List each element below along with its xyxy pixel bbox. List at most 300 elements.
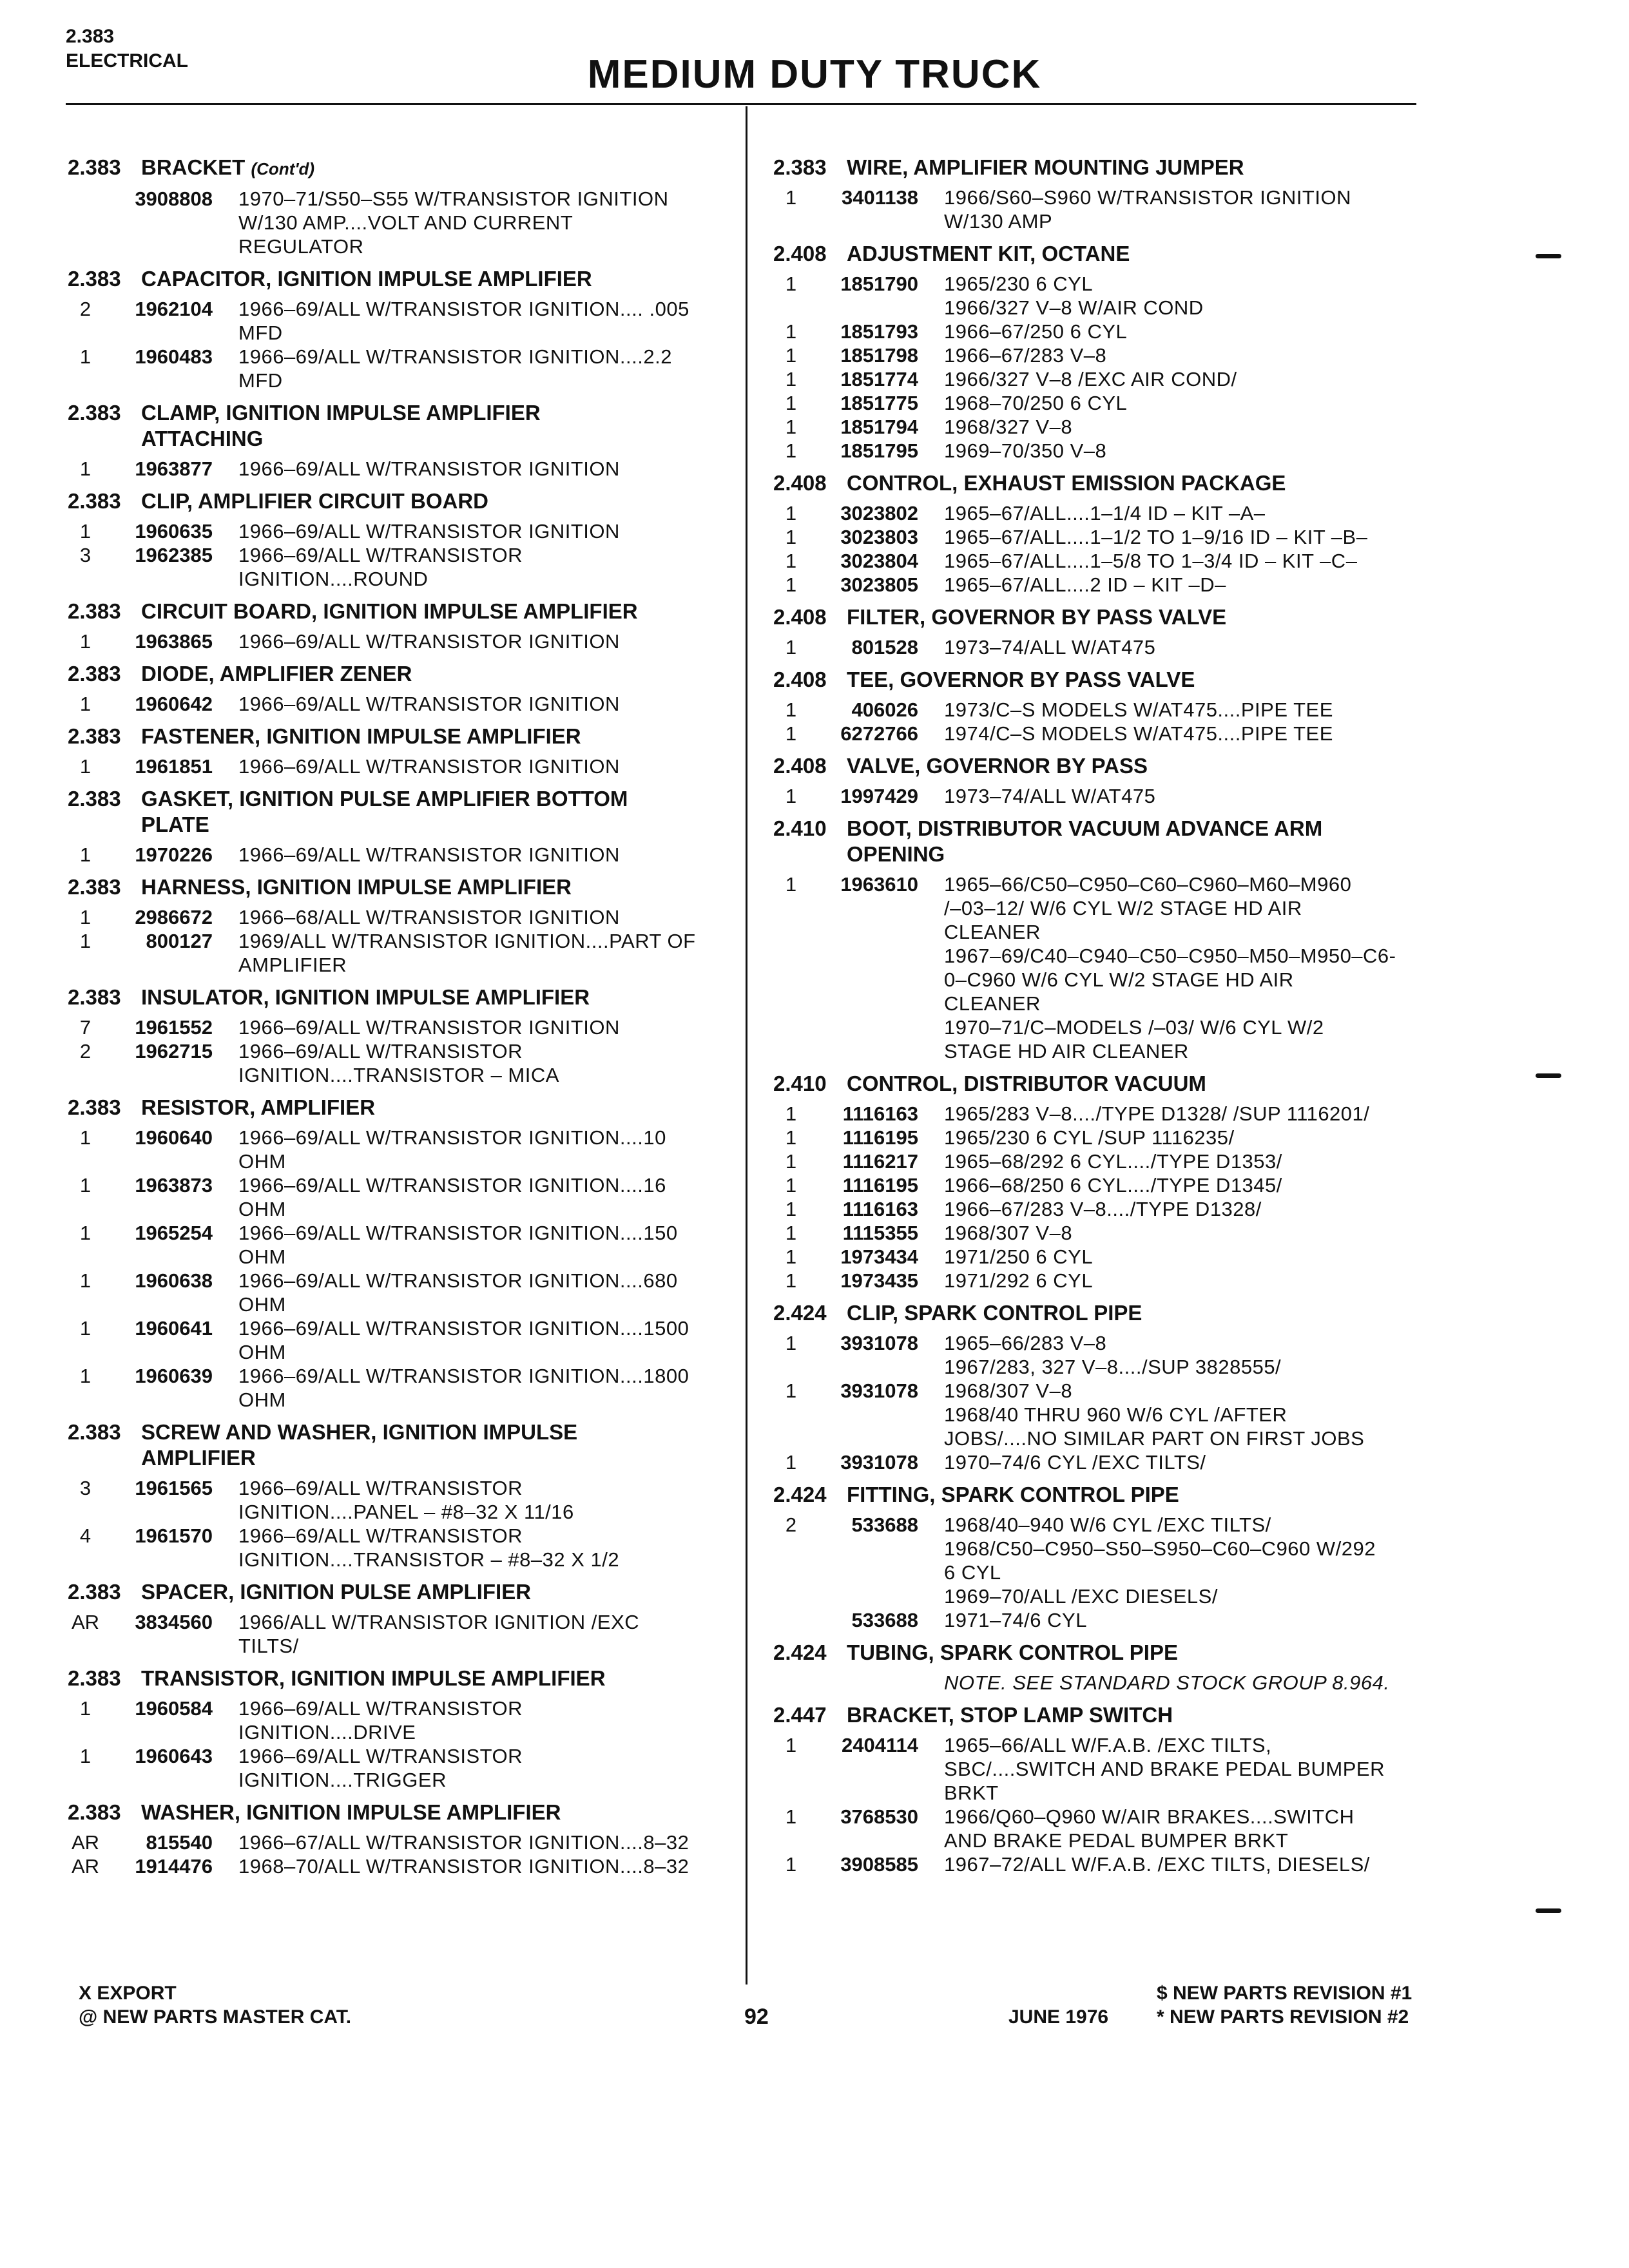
part-group-name (847, 1702, 1424, 1728)
group-number: 2.383 (68, 1095, 121, 1119)
part-description: 1971–74/6 CYL (944, 1609, 1087, 1631)
quantity: 1 (79, 1126, 92, 1149)
part-group-name (141, 1095, 738, 1120)
part-row (68, 187, 738, 258)
part-row (773, 415, 1424, 439)
quantity: 1 (79, 1222, 92, 1244)
parts-section (68, 1666, 738, 1792)
catalog-date: JUNE 1976 (1008, 2006, 1109, 2028)
part-number: 1961565 (135, 1477, 213, 1499)
part-group-name-text: CAPACITOR, IGNITION IMPULSE AMPLIFIER (141, 267, 592, 291)
part-row (773, 1173, 1424, 1197)
part-description: 1966–69/ALL W/TRANSISTOR IGNITION (238, 843, 620, 866)
quantity: 1 (785, 1269, 797, 1292)
quantity: 3 (79, 544, 92, 566)
parts-section (773, 753, 1424, 808)
part-description: 1966–69/ALL W/TRANSISTOR IGNITION (238, 1016, 620, 1039)
part-description: 1965–66/C50–C950–C60–C960–M60–M960 /–03–12/ W/6 CYL W/2 STAGE HD AIR CLEANER 1967–69/C40–C940–C50–C950–M50–M950–C6- 0–C960 W/6 CYL W/2 STAGE HD AIR CLEANER 1970–71/C–MODELS /–03/ W/6 CYL W/2 STAGE HD AIR CLEANER (944, 873, 1396, 1062)
group-number: 2.410 (773, 816, 827, 840)
section-code: 2.383 (66, 26, 115, 47)
quantity: AR (71, 1611, 100, 1633)
part-row (773, 1379, 1424, 1450)
quantity: 1 (785, 785, 797, 807)
quantity: 1 (79, 520, 92, 543)
part-row (68, 1269, 738, 1316)
section-heading (68, 488, 738, 514)
group-number: 2.408 (773, 605, 827, 629)
part-group-name-text: CLAMP, IGNITION IMPULSE AMPLIFIER ATTACHING (141, 401, 541, 450)
parts-section (68, 786, 738, 867)
part-number: 1960640 (135, 1126, 213, 1149)
part-description: 1965/230 6 CYL 1966/327 V–8 W/AIR COND (944, 273, 1204, 319)
part-row (68, 1126, 738, 1173)
part-row (68, 1173, 738, 1221)
part-row (68, 1524, 738, 1571)
part-group-name-text: BRACKET (141, 155, 246, 179)
quantity: 2 (79, 1040, 92, 1062)
part-description: 1966–69/ALL W/TRANSISTOR IGNITION....150 OHM (238, 1222, 678, 1268)
part-description: 1965–66/283 V–8 1967/283, 327 V–8..../SUP 3828555/ (944, 1332, 1282, 1378)
section-heading (773, 816, 1424, 867)
part-group-name-text: INSULATOR, IGNITION IMPULSE AMPLIFIER (141, 985, 590, 1009)
part-number: 1973435 (840, 1269, 918, 1292)
part-row (773, 439, 1424, 463)
part-row (773, 1102, 1424, 1126)
category-label: ELECTRICAL (66, 50, 188, 72)
section-heading (68, 1419, 738, 1471)
parts-section (68, 266, 738, 392)
group-number: 2.383 (68, 1420, 121, 1444)
group-number: 2.408 (773, 668, 827, 691)
page-number: 92 (744, 2004, 769, 2029)
parts-section (773, 667, 1424, 745)
part-description: 1966–69/ALL W/TRANSISTOR IGNITION....PANEL – #8–32 X 11/16 (238, 1477, 574, 1523)
part-description: 1966–67/250 6 CYL (944, 320, 1128, 343)
revision-mark (1536, 254, 1561, 258)
part-description: 1969/ALL W/TRANSISTOR IGNITION....PART OF AMPLIFIER (238, 930, 696, 976)
quantity: 1 (79, 630, 92, 653)
revision-2-legend: * NEW PARTS REVISION #2 (1157, 2006, 1409, 2028)
group-number: 2.424 (773, 1483, 827, 1506)
quantity: 1 (785, 698, 797, 721)
part-group-name (141, 661, 738, 687)
part-description: 1966–69/ALL W/TRANSISTOR IGNITION....2.2 MFD (238, 345, 672, 392)
section-heading (68, 724, 738, 749)
part-group-name (141, 985, 738, 1010)
quantity: 1 (79, 1365, 92, 1387)
section-heading (773, 241, 1424, 267)
part-number: 1851794 (840, 416, 918, 438)
parts-section (68, 661, 738, 716)
part-number: 1960638 (135, 1269, 213, 1292)
right-column (773, 155, 1424, 1884)
parts-section (773, 1482, 1424, 1632)
part-group-name (847, 667, 1424, 693)
part-row (68, 1316, 738, 1364)
part-number: 1116163 (842, 1198, 918, 1220)
part-group-name (141, 874, 738, 900)
quantity: 4 (79, 1524, 92, 1547)
group-number: 2.408 (773, 471, 827, 495)
part-description: 1968/307 V–8 (944, 1222, 1073, 1244)
part-number: 1961851 (135, 755, 213, 778)
part-group-name (141, 1419, 738, 1471)
part-group-name (141, 1800, 738, 1825)
master-cat-note: @ NEW PARTS MASTER CAT. (79, 2006, 352, 2028)
group-number: 2.383 (68, 267, 121, 291)
parts-section (68, 985, 738, 1087)
part-description: 1969–70/350 V–8 (944, 439, 1107, 462)
continued-label: (Cont'd) (251, 159, 315, 178)
part-row (68, 1221, 738, 1269)
part-number: 1960483 (135, 345, 213, 368)
group-number: 2.424 (773, 1301, 827, 1325)
part-row (773, 367, 1424, 391)
revision-mark (1536, 1073, 1561, 1078)
part-description: 1966–69/ALL W/TRANSISTOR IGNITION (238, 630, 620, 653)
part-group-name-text: WASHER, IGNITION IMPULSE AMPLIFIER (141, 1800, 561, 1824)
part-description: 1966–69/ALL W/TRANSISTOR IGNITION....ROUND (238, 544, 523, 590)
part-number: 533688 (851, 1609, 918, 1631)
group-number: 2.383 (68, 875, 121, 899)
parts-section (68, 1579, 738, 1658)
quantity: 1 (785, 439, 797, 462)
part-number: 406026 (851, 698, 918, 721)
part-number: 1115355 (842, 1222, 918, 1244)
group-number: 2.383 (68, 489, 121, 513)
part-group-name (847, 1071, 1424, 1097)
part-description: 1966–69/ALL W/TRANSISTOR IGNITION....680 OHM (238, 1269, 678, 1316)
section-heading (68, 266, 738, 292)
part-group-name (847, 155, 1424, 180)
left-column (68, 155, 738, 1886)
part-number: 1962104 (135, 298, 213, 320)
parts-section (773, 604, 1424, 659)
quantity: 1 (785, 1126, 797, 1149)
part-number: 1851790 (840, 273, 918, 295)
part-group-name (141, 1666, 738, 1691)
section-heading (773, 1300, 1424, 1326)
quantity: 1 (785, 1332, 797, 1354)
part-row (773, 1805, 1424, 1852)
group-number: 2.383 (68, 662, 121, 686)
part-description: 1966–68/ALL W/TRANSISTOR IGNITION (238, 906, 620, 928)
part-description: 1967–72/ALL W/F.A.B. /EXC TILTS, DIESELS/ (944, 1853, 1370, 1876)
part-description: 1968–70/ALL W/TRANSISTOR IGNITION....8–32 (238, 1855, 689, 1878)
part-description: 1973–74/ALL W/AT475 (944, 636, 1156, 658)
part-row (773, 320, 1424, 343)
part-group-name-text: GASKET, IGNITION PULSE AMPLIFIER BOTTOM PLATE (141, 787, 628, 836)
section-heading (68, 1095, 738, 1120)
part-group-name-text: WIRE, AMPLIFIER MOUNTING JUMPER (847, 155, 1244, 179)
part-number: 3908808 (135, 187, 213, 210)
part-row (68, 1610, 738, 1658)
part-description: 1966–69/ALL W/TRANSISTOR IGNITION (238, 520, 620, 543)
section-heading (773, 1702, 1424, 1728)
part-group-name (141, 1579, 738, 1605)
part-number: 1116195 (842, 1126, 918, 1149)
page-title: MEDIUM DUTY TRUCK (587, 52, 1042, 97)
part-row (68, 345, 738, 392)
part-row (68, 543, 738, 591)
part-number: 2986672 (135, 906, 213, 928)
part-number: 1116217 (842, 1150, 918, 1173)
part-number: 1960643 (135, 1745, 213, 1767)
part-description: 1965–68/292 6 CYL..../TYPE D1353/ (944, 1150, 1282, 1173)
parts-section (773, 155, 1424, 233)
part-row (773, 1245, 1424, 1269)
part-group-name (847, 470, 1424, 496)
part-description: 1966–69/ALL W/TRANSISTOR IGNITION....1500 OHM (238, 1317, 689, 1363)
part-description: 1965–67/ALL....1–1/4 ID – KIT –A– (944, 502, 1266, 524)
part-row (68, 754, 738, 778)
part-group-name (141, 724, 738, 749)
quantity: 1 (79, 930, 92, 952)
part-number: 3931078 (840, 1332, 918, 1354)
part-description: 1968/307 V–8 1968/40 THRU 960 W/6 CYL /AFTER JOBS/....NO SIMILAR PART ON FIRST JOBS (944, 1379, 1365, 1450)
part-group-name-text: CONTROL, EXHAUST EMISSION PACKAGE (847, 471, 1286, 495)
part-description: 1966–67/283 V–8 (944, 344, 1107, 367)
part-row (68, 692, 738, 716)
quantity: 1 (785, 1451, 797, 1474)
revision-mark (1536, 1908, 1561, 1913)
quantity: 1 (785, 1198, 797, 1220)
parts-section (68, 724, 738, 778)
part-description: 1973–74/ALL W/AT475 (944, 785, 1156, 807)
part-row (773, 1733, 1424, 1805)
parts-section (68, 1419, 738, 1571)
part-number: 1963877 (135, 457, 213, 480)
parts-section (68, 874, 738, 977)
part-number: 1962715 (135, 1040, 213, 1062)
group-number: 2.383 (68, 599, 121, 623)
quantity: 1 (785, 320, 797, 343)
section-heading (773, 667, 1424, 693)
part-number: 1963873 (135, 1174, 213, 1196)
section-heading (68, 599, 738, 624)
part-row (773, 1852, 1424, 1876)
part-number: 1914476 (135, 1855, 213, 1878)
part-description: 1968/327 V–8 (944, 416, 1073, 438)
part-row (68, 1696, 738, 1744)
part-row (773, 1197, 1424, 1221)
part-row (68, 1831, 738, 1854)
part-number: 1960641 (135, 1317, 213, 1340)
part-group-name-text: SPACER, IGNITION PULSE AMPLIFIER (141, 1580, 532, 1604)
quantity: 2 (79, 298, 92, 320)
part-row (773, 1126, 1424, 1149)
parts-section (773, 1702, 1424, 1876)
part-description: 1966/Q60–Q960 W/AIR BRAKES....SWITCH AND BRAKE PEDAL BUMPER BRKT (944, 1805, 1354, 1852)
part-description: 1966–67/ALL W/TRANSISTOR IGNITION....8–32 (238, 1831, 689, 1854)
part-group-name-text: TEE, GOVERNOR BY PASS VALVE (847, 668, 1195, 691)
part-description: 1974/C–S MODELS W/AT475....PIPE TEE (944, 722, 1333, 745)
part-group-name-text: HARNESS, IGNITION IMPULSE AMPLIFIER (141, 875, 572, 899)
group-number: 2.408 (773, 242, 827, 265)
revision-1-legend: $ NEW PARTS REVISION #1 (1157, 1983, 1412, 2004)
part-description: 1966–69/ALL W/TRANSISTOR IGNITION....TRANSISTOR – #8–32 X 1/2 (238, 1524, 620, 1571)
section-note: NOTE. SEE STANDARD STOCK GROUP 8.964. (944, 1671, 1390, 1694)
section-heading (773, 1071, 1424, 1097)
quantity: 1 (79, 1317, 92, 1340)
part-description: 1966–69/ALL W/TRANSISTOR IGNITION (238, 693, 620, 715)
quantity: 1 (785, 1222, 797, 1244)
part-number: 815540 (146, 1831, 213, 1854)
parts-section (773, 241, 1424, 463)
group-number: 2.383 (68, 724, 121, 748)
part-group-name-text: DIODE, AMPLIFIER ZENER (141, 662, 412, 686)
part-group-name-text: CLIP, SPARK CONTROL PIPE (847, 1301, 1142, 1325)
part-group-name-text: FITTING, SPARK CONTROL PIPE (847, 1483, 1179, 1506)
part-description: 1968/40–940 W/6 CYL /EXC TILTS/ 1968/C50–C950–S50–S950–C60–C960 W/292 6 CYL 1969–70/ALL /EXC DIESELS/ (944, 1514, 1376, 1608)
part-group-name-text: FILTER, GOVERNOR BY PASS VALVE (847, 605, 1227, 629)
section-heading (68, 661, 738, 687)
quantity (68, 187, 103, 258)
quantity: AR (71, 1855, 100, 1878)
part-group-name (141, 488, 738, 514)
part-description: 1965–67/ALL....2 ID – KIT –D– (944, 573, 1226, 596)
part-group-name-text: CLIP, AMPLIFIER CIRCUIT BOARD (141, 489, 489, 513)
part-number: 1963865 (135, 630, 213, 653)
group-number: 2.410 (773, 1072, 827, 1095)
section-heading (773, 604, 1424, 630)
part-row (68, 629, 738, 653)
part-group-name-text: TUBING, SPARK CONTROL PIPE (847, 1640, 1178, 1664)
part-number: 3023803 (840, 526, 918, 548)
export-note: X EXPORT (79, 1983, 177, 2004)
part-number: 3931078 (840, 1379, 918, 1402)
part-row (773, 1221, 1424, 1245)
part-row (773, 186, 1424, 233)
part-group-name-text: CONTROL, DISTRIBUTOR VACUUM (847, 1072, 1206, 1095)
part-description: 1966–69/ALL W/TRANSISTOR IGNITION....10 OHM (238, 1126, 666, 1173)
part-number: 3931078 (840, 1451, 918, 1474)
section-heading (773, 1640, 1424, 1666)
part-number: 3401138 (842, 186, 918, 209)
part-number: 1960642 (135, 693, 213, 715)
part-description: 1971/292 6 CYL (944, 1269, 1094, 1292)
part-number: 1961570 (135, 1524, 213, 1547)
quantity: 3 (79, 1477, 92, 1499)
group-number: 2.408 (773, 754, 827, 778)
quantity: 1 (785, 1245, 797, 1268)
part-description: 1966–69/ALL W/TRANSISTOR IGNITION....TRIGGER (238, 1745, 523, 1791)
part-description: 1966–69/ALL W/TRANSISTOR IGNITION....16 OHM (238, 1174, 666, 1220)
quantity: 1 (79, 345, 92, 368)
part-number: 3908585 (840, 1853, 918, 1876)
parts-section (773, 816, 1424, 1063)
quantity: 1 (79, 693, 92, 715)
parts-section (68, 488, 738, 591)
section-heading (68, 786, 738, 838)
quantity: 1 (785, 1150, 797, 1173)
part-row (773, 722, 1424, 745)
part-description: 1966–69/ALL W/TRANSISTOR IGNITION....1800 OHM (238, 1365, 689, 1411)
quantity: 1 (785, 392, 797, 414)
part-row (68, 1854, 738, 1878)
part-number: 3023802 (840, 502, 918, 524)
part-group-name (847, 816, 1424, 867)
part-group-name (847, 1482, 1424, 1508)
part-row (68, 1039, 738, 1087)
quantity: 1 (79, 1174, 92, 1196)
group-number: 2.383 (773, 155, 827, 179)
part-group-name-text: FASTENER, IGNITION IMPULSE AMPLIFIER (141, 724, 581, 748)
part-description: 1966–69/ALL W/TRANSISTOR IGNITION (238, 755, 620, 778)
section-heading (773, 1482, 1424, 1508)
section-heading (773, 470, 1424, 496)
quantity: 1 (785, 1853, 797, 1876)
part-group-name (141, 155, 738, 182)
parts-section (68, 1095, 738, 1412)
part-number: 3834560 (135, 1611, 213, 1633)
parts-section (68, 599, 738, 653)
part-description: 1966–67/283 V–8..../TYPE D1328/ (944, 1198, 1262, 1220)
part-group-name-text: TRANSISTOR, IGNITION IMPULSE AMPLIFIER (141, 1666, 606, 1690)
part-row (773, 1269, 1424, 1293)
section-heading (68, 874, 738, 900)
part-description: 1970–74/6 CYL /EXC TILTS/ (944, 1451, 1206, 1474)
part-row (773, 1513, 1424, 1608)
quantity: 1 (79, 906, 92, 928)
part-row (773, 549, 1424, 573)
group-number: 2.383 (68, 155, 121, 179)
part-number: 1962385 (135, 544, 213, 566)
group-number: 2.383 (68, 401, 121, 425)
part-group-name-text: BRACKET, STOP LAMP SWITCH (847, 1703, 1173, 1727)
part-number: 1970226 (135, 843, 213, 866)
part-number: 801528 (851, 636, 918, 658)
part-row (68, 1476, 738, 1524)
part-description: 1968–70/250 6 CYL (944, 392, 1128, 414)
part-number: 1965254 (135, 1222, 213, 1244)
part-number: 1960639 (135, 1365, 213, 1387)
part-number: 533688 (851, 1514, 918, 1536)
quantity: 1 (785, 416, 797, 438)
part-row (68, 905, 738, 929)
part-row (773, 272, 1424, 320)
group-number: 2.383 (68, 985, 121, 1009)
group-number: 2.383 (68, 787, 121, 811)
part-row (773, 501, 1424, 525)
header-divider (66, 103, 1416, 105)
quantity: 1 (785, 1379, 797, 1402)
part-group-name-text: RESISTOR, AMPLIFIER (141, 1095, 376, 1119)
section-heading (68, 400, 738, 452)
part-number: 1116163 (842, 1102, 918, 1125)
part-group-name-text: BOOT, DISTRIBUTOR VACUUM ADVANCE ARM OPENING (847, 816, 1323, 866)
quantity: 1 (785, 1174, 797, 1196)
part-number: 1851798 (840, 344, 918, 367)
part-row (68, 843, 738, 867)
section-heading (68, 985, 738, 1010)
part-group-name (141, 266, 738, 292)
part-number: 1851775 (840, 392, 918, 414)
part-number: 3768530 (840, 1805, 918, 1828)
quantity: 1 (785, 550, 797, 572)
part-row (773, 1450, 1424, 1474)
part-group-name-text: VALVE, GOVERNOR BY PASS (847, 754, 1148, 778)
parts-section (773, 1071, 1424, 1293)
part-description: 1966–69/ALL W/TRANSISTOR IGNITION (238, 457, 620, 480)
quantity: 1 (785, 1805, 797, 1828)
part-description: 1971/250 6 CYL (944, 1245, 1094, 1268)
section-heading (68, 1666, 738, 1691)
part-row (68, 457, 738, 481)
part-row (773, 635, 1424, 659)
quantity: 1 (79, 1269, 92, 1292)
part-description: 1965–67/ALL....1–1/2 TO 1–9/16 ID – KIT –B– (944, 526, 1368, 548)
